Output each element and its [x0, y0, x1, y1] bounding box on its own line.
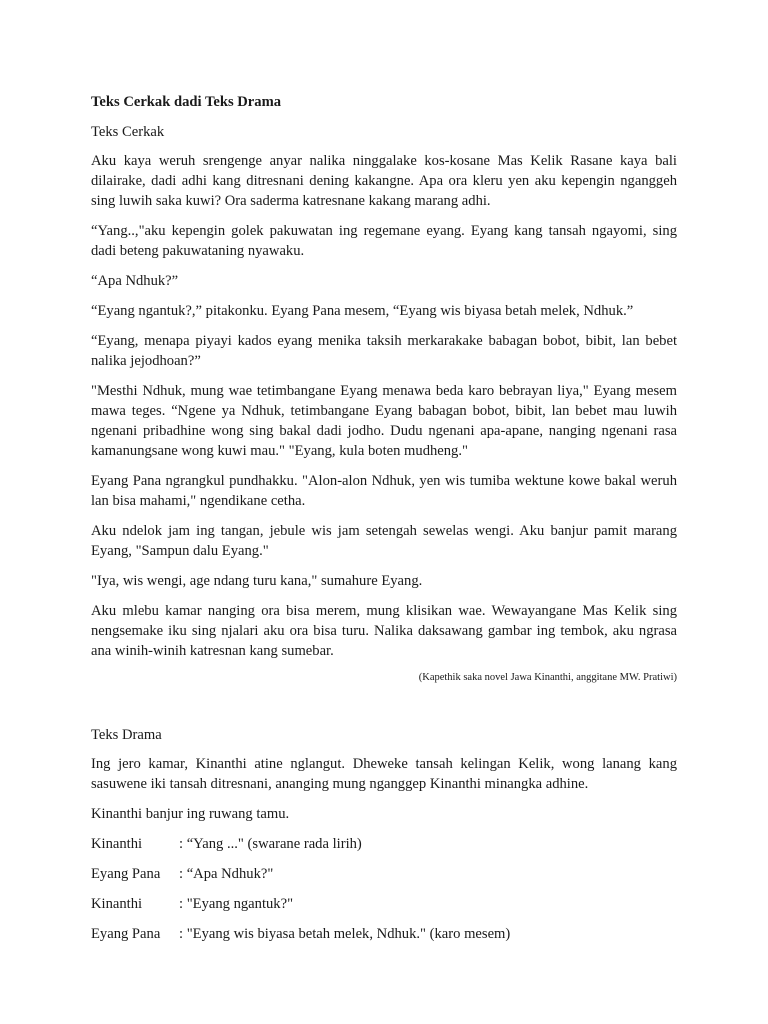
- dialogue-speaker: Kinanthi: [91, 896, 143, 912]
- cerkak-paragraph: “Eyang ngantuk?,” pitakonku. Eyang Pana mesem, “Eyang wis biyasa betah melek, Ndhuk.”: [91, 303, 634, 319]
- dialogue-line: : “Yang ..." (swarane rada lirih): [179, 836, 362, 852]
- cerkak-paragraph: Eyang Pana ngrangkul pundhakku. "Alon-alon Ndhuk, yen wis tumiba wektune kowe bakal weruh lan bisa mahami," ngendikane cetha.: [91, 473, 677, 509]
- dialogue-row: [91, 894, 677, 914]
- dialogue-row: [91, 834, 677, 854]
- cerkak-paragraph: “Eyang, menapa piyayi kados eyang menika taksih merkarakake babagan bobot, bibit, lan bebet nalika jejodhoan?”: [91, 333, 677, 369]
- section-spacer: [91, 685, 677, 725]
- dialogue-row: [91, 864, 677, 884]
- dialogue-line: : "Eyang wis biyasa betah melek, Ndhuk." (karo mesem): [179, 926, 511, 942]
- cerkak-paragraph: “Apa Ndhuk?”: [91, 273, 179, 289]
- dialogue-speaker: Kinanthi: [91, 836, 143, 852]
- source-citation: (Kapethik saka novel Jawa Kinanthi, anggitane MW. Pratiwi): [418, 672, 677, 683]
- cerkak-paragraph: “Yang..,"aku kepengin golek pakuwatan ing regemane eyang. Eyang kang tansah ngayomi, sing dadi beteng pakuwataning nyawaku.: [91, 223, 677, 259]
- cerkak-paragraph: Aku kaya weruh srengenge anyar nalika ninggalake kos-kosane Mas Kelik Rasane kaya bali dilairake, dadi adhi kang ditresnani dening kakangne. Apa ora kleru yen aku kepengin nganggeh sing luwih saka kuwi? Ora saderma katresnane kakang marang adhi.: [91, 153, 677, 209]
- cerkak-paragraph: Aku ndelok jam ing tangan, jebule wis jam setengah sewelas wengi. Aku banjur pamit marang Eyang, "Sampun dalu Eyang.": [91, 523, 677, 559]
- cerkak-heading: Teks Cerkak: [91, 124, 165, 140]
- dialogue-line: : "Eyang ngantuk?": [179, 896, 294, 912]
- dialogue-speaker: Eyang Pana: [91, 866, 161, 882]
- cerkak-paragraph: Aku mlebu kamar nanging ora bisa merem, mung klisikan wae. Wewayangane Mas Kelik sing nengsemake iku sing njalari aku ora bisa turu. Nalika daksawang gambar ing tembok, aku ngrasa ana winih-winih katresnan kang sumebar.: [91, 603, 677, 659]
- drama-paragraph: Ing jero kamar, Kinanthi atine nglangut. Dheweke tansah kelingan Kelik, wong lanang kang sasuwene iki tansah ditresnani, ananging mung nganggep Kinanthi minangka adhine.: [91, 756, 677, 792]
- drama-paragraph: Kinanthi banjur ing ruwang tamu.: [91, 806, 290, 822]
- dialogue-line: : “Apa Ndhuk?": [179, 866, 274, 882]
- cerkak-paragraph: "Iya, wis wengi, age ndang turu kana," sumahure Eyang.: [91, 573, 423, 589]
- dialogue-row: [91, 924, 677, 944]
- cerkak-paragraph: "Mesthi Ndhuk, mung wae tetimbangane Eyang menawa beda karo bebrayan liya," Eyang mesem mawa teges. “Ngene ya Ndhuk, tetimbangane Eyang babagan bobot, bibit, lan bebet mau luwih ngenani pribadhine wong sing bakal dadi jodho. Dudu ngenani apa-apane, nanging ngenani rasa kamanungsane wong kuwi mau." "Eyang, kula boten mudheng.": [91, 383, 677, 459]
- drama-heading: Teks Drama: [91, 727, 162, 743]
- document-page: [91, 92, 677, 954]
- dialogue-speaker: Eyang Pana: [91, 926, 161, 942]
- document-title: Teks Cerkak dadi Teks Drama: [91, 94, 282, 110]
